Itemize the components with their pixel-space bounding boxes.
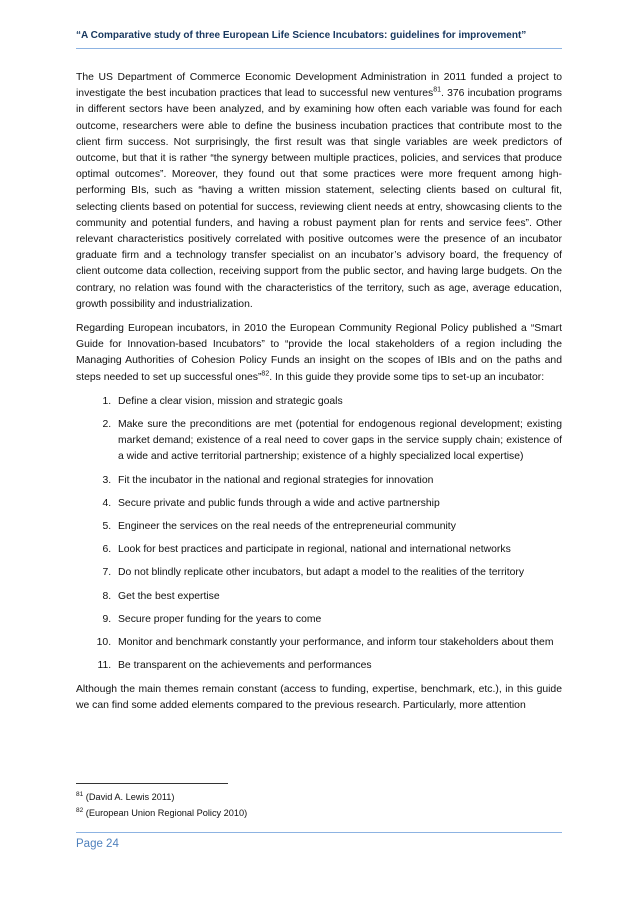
footnote-82 <box>76 804 562 820</box>
footnote-text: (David A. Lewis 2011) <box>83 792 175 803</box>
incubator-tips-list <box>76 394 562 675</box>
footnote-ref-81[interactable]: 81 <box>433 86 442 94</box>
paragraph-3: Although the main themes remain constant (access to funding, expertise, benchmark, etc.), in this guide we can find some added elements compared to the previous research. Particularly, more attention <box>76 683 562 711</box>
list-item: 9. Secure proper funding for the years to come <box>114 612 562 628</box>
list-item: 6. Look for best practices and participate in regional, national and international networks <box>114 542 562 558</box>
list-item: 11. Be transparent on the achievements and performances <box>114 658 562 674</box>
footnote-ref-82[interactable]: 82 <box>261 370 270 378</box>
list-item: 10. Monitor and benchmark constantly your performance, and inform tour stakeholders about them <box>114 635 562 651</box>
footer-divider <box>76 832 562 833</box>
header-divider <box>76 48 562 49</box>
paragraph-2 <box>76 321 562 386</box>
paragraph-1-text-a: The US Department of Commerce Economic Development Administration in 2011 funded a project to investigate the best incubation practices that lead to successful new ventures <box>76 72 562 100</box>
footnote-divider <box>76 783 228 784</box>
list-item: 2. Make sure the preconditions are met (potential for endogenous regional development; existing market demand; existence of a real need to cover gaps in the service supply chain; existence of a wide and active territorial partnership; existence of a highly specialized local expertise) <box>114 417 562 466</box>
paragraph-1 <box>76 70 562 313</box>
list-item: 5. Engineer the services on the real needs of the entrepreneurial community <box>114 519 562 535</box>
page-body <box>76 70 562 722</box>
list-item: 1. Define a clear vision, mission and strategic goals <box>114 394 562 410</box>
list-item: 7. Do not blindly replicate other incubators, but adapt a model to the realities of the territory <box>114 565 562 581</box>
footnote-number: 82 <box>76 807 84 815</box>
footnote-text: (European Union Regional Policy 2010) <box>83 808 248 819</box>
paragraph-1-text-b: . 376 incubation programs in different sectors have been analyzed, and by examining how often each variable was found for each outcome, researchers were able to define the business incubation practices that contribute most to the client firm success. Not surprisingly, the first result was that single variables are week predictors of outcome, but that it is rather “the synergy between multiple practices, policies, and services that produce optimal outcomes”. Moreover, they found out that some practices were more frequent among high-performing BIs, such as “having a written mission statement, selecting clients based on cultural fit, selecting clients based on potential for success, reviewing client needs at entry, showcasing clients to the community and potential funders, and having a robust payment plan for rents and service fees”. Other relevant characteristics positively correlated with positive outcomes were the presence of an incubator graduate firm and a technology transfer specialist on an incubator’s advisory board, the frequency of client outcome data collection, receiving support from the public sector, and having large budgets. On the contrary, no relation was found with the characteristics of the territory, such as age, average education, growth possibility and industrialization. <box>76 88 562 310</box>
footnotes <box>76 788 562 820</box>
footnote-number: 81 <box>76 791 84 798</box>
footnote-81 <box>76 788 562 804</box>
paragraph-2-text-b: . In this guide they provide some tips to set-up an incubator: <box>269 371 545 383</box>
page-number: Page 24 <box>76 838 119 850</box>
list-item: 4. Secure private and public funds through a wide and active partnership <box>114 496 562 512</box>
list-item: 3. Fit the incubator in the national and regional strategies for innovation <box>114 473 562 489</box>
list-item: 8. Get the best expertise <box>114 589 562 605</box>
running-header: “A Comparative study of three European Life Science Incubators: guidelines for improvement” <box>76 30 527 41</box>
paragraph-2-text-a: Regarding European incubators, in 2010 the European Community Regional Policy published a “Smart Guide for Innovation-based Incubators” to “provide the local stakeholders of a region including the Managing Authorities of Cohesion Policy Funds an insight on the scopes of IBIs and on the paths and steps needed to set up successful ones” <box>76 323 562 383</box>
